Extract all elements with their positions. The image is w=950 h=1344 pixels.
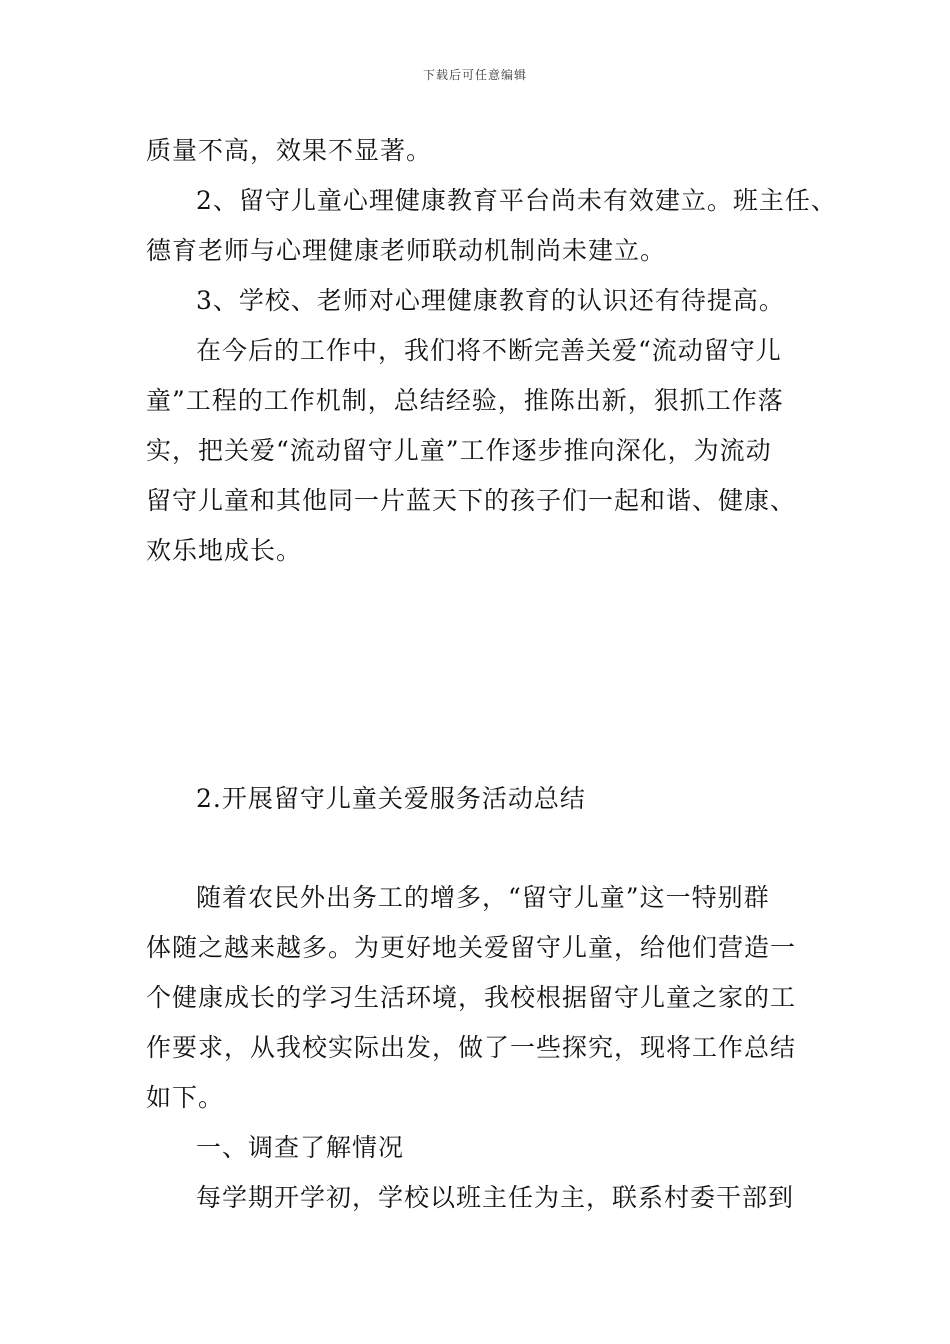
paragraph-line: 2、留守儿童心理健康教育平台尚未有效建立。班主任、: [196, 186, 837, 215]
paragraph-line: 德育老师与心理健康老师联动机制尚未建立。: [146, 236, 667, 265]
paragraph-line: 体随之越来越多。为更好地关爱留守儿童，给他们营造一: [146, 933, 797, 962]
paragraph-line: 3、学校、老师对心理健康教育的认识还有待提高。: [196, 286, 785, 315]
paragraph-line: 如下。: [146, 1083, 225, 1112]
paragraph-line: 童”工程的工作机制，总结经验，推陈出新，狠抓工作落: [146, 386, 784, 415]
paragraph-line: 实，把关爱“流动留守儿童”工作逐步推向深化，为流动: [146, 436, 772, 465]
paragraph-line: 留守儿童和其他同一片蓝天下的孩子们一起和谐、健康、: [146, 486, 797, 515]
paragraph-line: 每学期开学初，学校以班主任为主，联系村委干部到: [196, 1183, 795, 1212]
section-title: 2.开展留守儿童关爱服务活动总结: [196, 784, 586, 813]
subsection-heading: 一、调查了解情况: [196, 1133, 405, 1162]
paragraph-line: 在今后的工作中，我们将不断完善关爱“流动留守儿: [196, 336, 782, 365]
paragraph-line: 随着农民外出务工的增多，“留守儿童”这一特别群: [196, 883, 770, 912]
paragraph-line: 作要求，从我校实际出发，做了一些探究，现将工作总结: [146, 1033, 797, 1062]
paragraph-line: 欢乐地成长。: [146, 536, 303, 565]
page-header-note: 下载后可任意编辑: [422, 68, 527, 82]
paragraph-line: 个健康成长的学习生活环境，我校根据留守儿童之家的工: [146, 983, 797, 1012]
paragraph-line: 质量不高，效果不显著。: [146, 136, 433, 165]
